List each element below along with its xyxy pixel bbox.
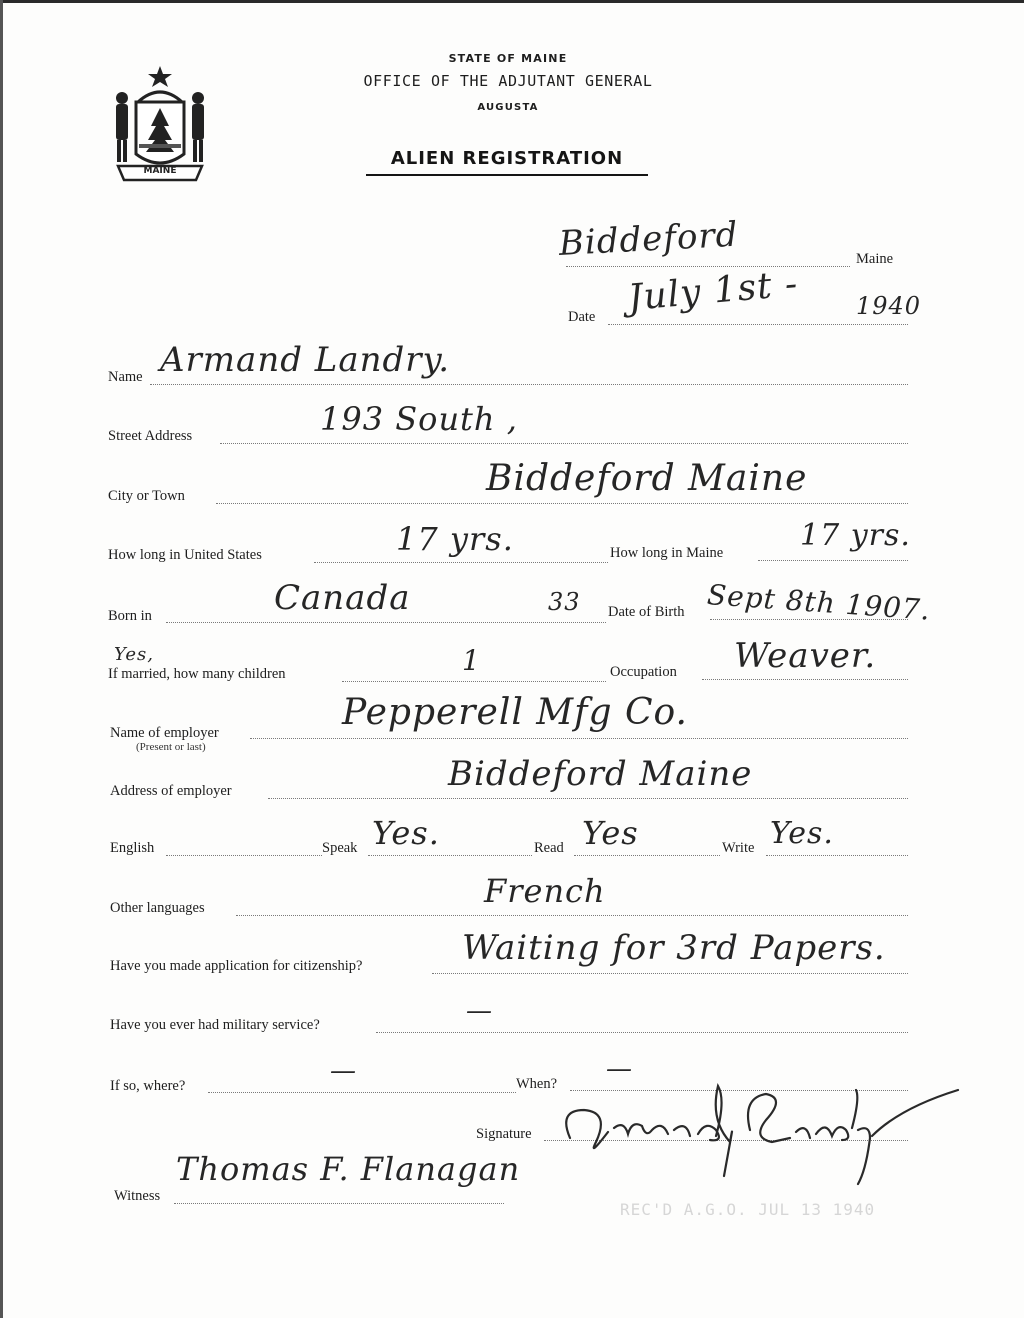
- where-value: —: [330, 1056, 357, 1086]
- place-value: Biddeford: [557, 214, 740, 264]
- employer-value: Pepperell Mfg Co.: [342, 692, 688, 733]
- how-long-maine-label: How long in Maine: [610, 545, 724, 561]
- how-long-maine-value: 17 yrs.: [800, 518, 911, 553]
- children-value: 1: [462, 644, 481, 677]
- born-in-label: Born in: [108, 608, 152, 624]
- born-in-value: Canada: [274, 578, 411, 618]
- write-line: [766, 855, 908, 856]
- date-label: Date: [568, 309, 596, 325]
- write-value: Yes.: [770, 816, 834, 851]
- street-address-label: Street Address: [108, 428, 193, 444]
- witness-value: Thomas F. Flanagan: [176, 1150, 521, 1188]
- speak-value: Yes.: [372, 814, 440, 852]
- header-city: AUGUSTA: [477, 102, 539, 113]
- place-suffix: Maine: [856, 251, 894, 267]
- where-line: [208, 1092, 516, 1093]
- employer-label: Name of employer: [110, 725, 219, 741]
- other-languages-line: [236, 915, 908, 916]
- where-label: If so, where?: [110, 1078, 186, 1094]
- city-value: Biddeford Maine: [486, 458, 808, 499]
- read-value: Yes: [582, 814, 639, 852]
- signature-label: Signature: [476, 1126, 532, 1142]
- english-label: English: [110, 840, 155, 856]
- scan-edge-top: [0, 0, 1024, 3]
- english-line: [166, 855, 322, 856]
- place-line: [566, 266, 850, 267]
- occupation-line: [702, 679, 908, 680]
- street-address-value: 193 South ,: [320, 400, 518, 438]
- date-line: [608, 324, 908, 325]
- military-line: [376, 1032, 908, 1033]
- when-label: When?: [516, 1076, 558, 1092]
- employer-address-line: [268, 798, 908, 799]
- how-long-us-value: 17 yrs.: [396, 520, 514, 558]
- married-label: If married, how many children: [108, 666, 286, 682]
- how-long-us-label: How long in United States: [108, 547, 262, 563]
- witness-label: Witness: [114, 1188, 161, 1204]
- witness-line: [174, 1203, 504, 1204]
- read-label: Read: [534, 840, 564, 856]
- military-value: —: [466, 996, 493, 1026]
- name-value: Armand Landry.: [160, 340, 451, 380]
- date-of-birth-value: Sept 8th 1907.: [706, 578, 932, 627]
- military-label: Have you ever had military service?: [110, 1017, 320, 1033]
- received-stamp: REC'D A.G.O. JUL 13 1940: [620, 1200, 876, 1219]
- scan-edge-left: [0, 0, 3, 1318]
- date-of-birth-label: Date of Birth: [608, 604, 685, 620]
- seal-banner-text: MAINE: [143, 166, 177, 176]
- header-office: OFFICE OF THE ADJUTANT GENERAL: [363, 72, 653, 90]
- city-line: [216, 503, 908, 504]
- form-title: ALIEN REGISTRATION: [390, 148, 624, 169]
- header-state: STATE OF MAINE: [448, 52, 568, 65]
- age-value: 33: [548, 588, 581, 616]
- applicant-signature: [540, 1080, 980, 1190]
- name-label: Name: [108, 369, 143, 385]
- citizenship-line: [432, 973, 908, 974]
- speak-line: [368, 855, 532, 856]
- other-languages-label: Other languages: [110, 900, 205, 916]
- occupation-label: Occupation: [610, 664, 677, 680]
- date-year: 1940: [856, 292, 922, 320]
- title-underline: [366, 174, 648, 176]
- employer-sublabel: (Present or last): [136, 741, 206, 753]
- occupation-value: Weaver.: [734, 636, 877, 676]
- other-languages-value: French: [484, 872, 606, 910]
- speak-label: Speak: [322, 840, 358, 856]
- how-long-us-line: [314, 562, 608, 563]
- date-value: July 1st -: [626, 263, 800, 319]
- employer-address-value: Biddeford Maine: [448, 754, 753, 794]
- when-value: —: [606, 1054, 633, 1084]
- write-label: Write: [722, 840, 755, 856]
- married-annotation: Yes,: [114, 644, 154, 665]
- how-long-maine-line: [758, 560, 908, 561]
- street-address-line: [220, 443, 908, 444]
- city-label: City or Town: [108, 488, 185, 504]
- read-line: [574, 855, 720, 856]
- employer-address-label: Address of employer: [110, 783, 232, 799]
- citizenship-label: Have you made application for citizenship?: [110, 958, 363, 974]
- citizenship-value: Waiting for 3rd Papers.: [462, 928, 886, 968]
- name-line: [150, 384, 908, 385]
- employer-line: [250, 738, 908, 739]
- married-line: [342, 681, 606, 682]
- born-in-line: [166, 622, 606, 623]
